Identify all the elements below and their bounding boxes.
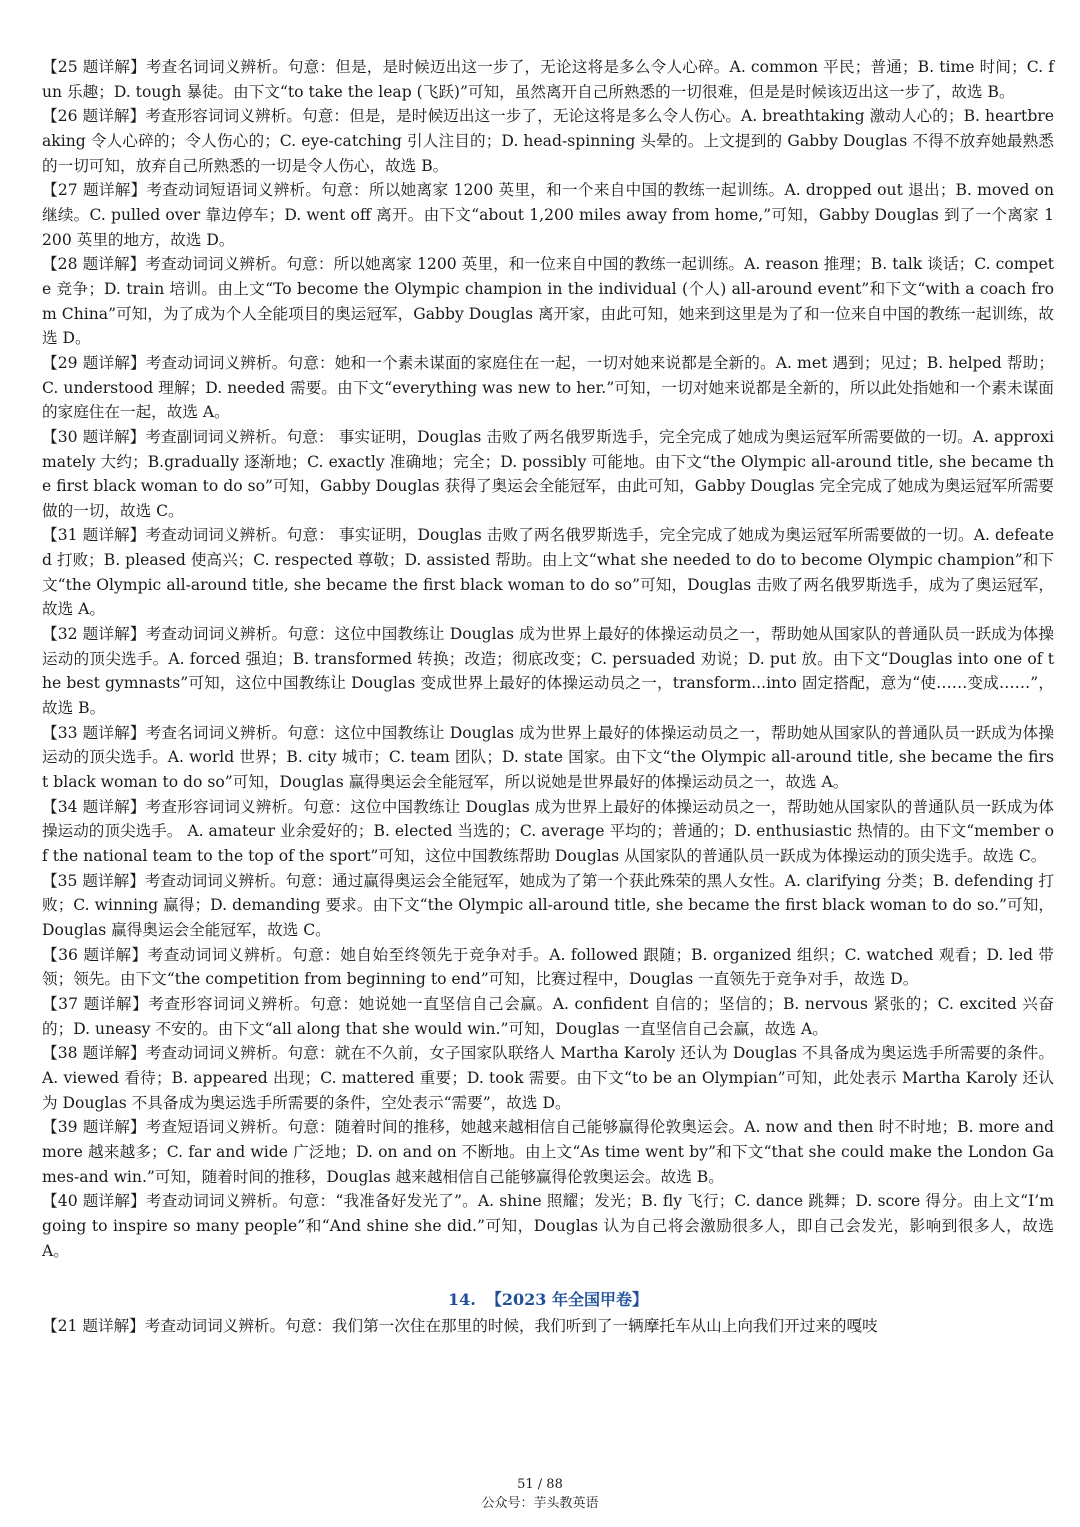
explanation-paragraph-40: 【40 题详解】考查动词词义辨析。句意：“我准备好发光了”。A. shine 照耀；发光；B. fly 飞行；C. dance 跳舞；D. score 得分。由上文“I’m going to inspire so many people”和“And shine she did.”可知，Douglas 认为自己将会激励很多人，即自己会发光，影响到很多人，故选 A。: [42, 1192, 1054, 1260]
explanation-paragraph-31: 【31 题详解】考查动词词义辨析。句意： 事实证明，Douglas 击败了两名俄罗斯选手，完全完成了她成为奥运冠军所需要做的一切。A. defeated 打败；B. pleased 使高兴；C. respected 尊敬；D. assisted 帮助。由上文“what she needed to do to become Olympic champion”和下文“the Olympic all-around title, she became the first black woman to do so”可知，Douglas 击败了两名俄罗斯选手，成为了奥运冠军，故选 A。: [42, 526, 1054, 619]
explanation-paragraph-28: 【28 题详解】考查动词词义辨析。句意：所以她离家 1200 英里，和一位来自中国的教练一起训练。A. reason 推理；B. talk 谈话；C. compete 竞争；D. train 培训。由上文“To become the Olympic champion in the individual (个人) all-around event”和下文“with a coach from China”可知，为了成为个人全能项目的奥运冠军，Gabby Douglas 离开家，由此可知，她来到这里是为了和一位来自中国的教练一起训练，故选 D。: [42, 255, 1054, 348]
explanation-paragraph-29: 【29 题详解】考查动词词义辨析。句意：她和一个素未谋面的家庭住在一起，一切对她来说都是全新的。A. met 遇到；见过；B. helped 帮助；C. understood 理解；D. needed 需要。由下文“everything was new to her.”可知，一切对她来说都是全新的，所以此处指她和一个素未谋面的家庭住在一起，故选 A。: [42, 353, 1054, 422]
page-number: 51 / 88: [517, 1477, 563, 1492]
explanation-paragraph-30: 【30 题详解】考查副词词义辨析。句意： 事实证明，Douglas 击败了两名俄罗斯选手，完全完成了她成为奥运冠军所需要做的一切。A. approximately 大约；B.gradually 逐渐地；C. exactly 准确地；完全；D. possibly 可能地。由下文“the Olympic all-around title, she became the first black woman to do so”可知，Gabby Douglas 获得了奥运会全能冠军，由此可知，Gabby Douglas 完全完成了她成为奥运冠军所需要做的一切，故选 C。: [42, 427, 1054, 520]
document-body: [42, 55, 1054, 1339]
explanation-paragraph-39: 【39 题详解】考查短语词义辨析。句意：随着时间的推移，她越来越相信自己能够赢得伦敦奥运会。A. now and then 时不时地；B. more and more 越来越多；C. far and wide 广泛地；D. on and on 不断地。由上文“As time went by”和下文“that she could make the London Games-and win.”可知，随着时间的推移，Douglas 越来越相信自己能够赢得伦敦奥运会。故选 B。: [42, 1118, 1054, 1186]
explanation-paragraph-33: 【33 题详解】考查名词词义辨析。句意：这位中国教练让 Douglas 成为世界上最好的体操运动员之一，帮助她从国家队的普通队员一跃成为体操运动的顶尖选手。A. world 世界；B. city 城市；C. team 团队；D. state 国家。由下文“the Olympic all-around title, she became the first black woman to do so”可知，Douglas 赢得奥运会全能冠军，所以说她是世界最好的体操运动员之一，故选 A。: [42, 723, 1054, 792]
explanation-paragraph-36: 【36 题详解】考查动词词义辨析。句意：她自始至终领先于竞争对手。A. followed 跟随；B. organized 组织；C. watched 观看；D. led 带领；领先。由下文“the competition from beginning to end”可知，比赛过程中，Douglas 一直领先于竞争对手，故选 D。: [42, 945, 1054, 989]
section-heading: [42, 1288, 1054, 1312]
explanation-paragraph-37: 【37 题详解】考查形容词词义辨析。句意：她说她一直坚信自己会赢。A. confident 自信的；坚信的；B. nervous 紧张的；C. excited 兴奋的；D. uneasy 不安的。由下文“all along that she would win.”可知，Douglas 一直坚信自己会赢，故选 A。: [42, 994, 1054, 1038]
footer-account: 公众号：芋头教英语: [481, 1496, 599, 1511]
explanation-paragraph-38: 【38 题详解】考查动词词义辨析。句意：就在不久前，女子国家队联络人 Martha Karoly 还认为 Douglas 不具备成为奥运选手所需要的条件。A. viewed 看待；B. appeared 出现；C. mattered 重要；D. took 需要。由下文“to be an Olympian”可知，此处表示 Martha Karoly 还认为 Douglas 不具备成为奥运选手所需要的条件，空处表示“需要”，故选 D。: [42, 1044, 1054, 1112]
explanation-paragraph-32: 【32 题详解】考查动词词义辨析。句意：这位中国教练让 Douglas 成为世界上最好的体操运动员之一，帮助她从国家队的普通队员一跃成为体操运动的顶尖选手。A. forced 强迫；B. transformed 转换；改造；彻底改变；C. persuaded 劝说；D. put 放。由下文“Douglas into one of the best gymnasts”可知，这位中国教练让 Douglas 变成世界上最好的体操运动员之一，transform...into 固定搭配，意为“使……变成……”，故选 B。: [42, 625, 1054, 718]
explanation-paragraph-35: 【35 题详解】考查动词词义辨析。句意：通过赢得奥运会全能冠军，她成为了第一个获此殊荣的黑人女性。A. clarifying 分类；B. defending 打败；C. winning 赢得；D. demanding 要求。由下文“the Olympic all-around title, she became the first black woman to do so.”可知，Douglas 赢得奥运会全能冠军，故选 C。: [42, 871, 1054, 939]
explanation-paragraph-26: 【26 题详解】考查形容词词义辨析。句意：但是，是时候迈出这一步了，无论这将是多么令人伤心。A. breathtaking 激动人心的；B. heartbreaking 令人心碎的；令人伤心的；C. eye-catching 引人注目的；D. head-spinning 头晕的。上文提到的 Gabby Douglas 不得不放弃她最熟悉的一切可知，放弃自己所熟悉的一切是令人伤心，故选 B。: [42, 107, 1054, 175]
section-number: 14.: [448, 1290, 476, 1310]
explanation-paragraph-25: 【25 题详解】考查名词词义辨析。句意：但是，是时候迈出这一步了，无论这将是多么令人心碎。A. common 平民；普通；B. time 时间；C. fun 乐趣；D. tough 暴徒。由下文“to take the leap (飞跃)”可知，虽然离开自己所熟悉的一切很难，但是是时候该迈出这一步了，故选 B。: [42, 58, 1054, 101]
explanation-paragraph-34: 【34 题详解】考查形容词词义辨析。句意：这位中国教练让 Douglas 成为世界上最好的体操运动员之一，帮助她从国家队的普通队员一跃成为体操运动的顶尖选手。 A. amateur 业余爱好的；B. elected 当选的；C. average 平均的；普通的；D. enthusiastic 热情的。由下文“member of the national team to the top of the sport”可知，这位中国教练帮助 Douglas 从国家队的普通队员一跃成为体操运动的顶尖选手。故选 C。: [42, 797, 1054, 865]
explanation-paragraph-27: 【27 题详解】考查动词短语词义辨析。句意：所以她离家 1200 英里，和一个来自中国的教练一起训练。A. dropped out 退出；B. moved on 继续。C. pulled over 靠边停车；D. went off 离开。由下文“about 1,200 miles away from home,”可知，Gabby Douglas 到了一个离家 1200 英里的地方，故选 D。: [42, 181, 1054, 249]
section-title: 【2023 年全国甲卷】: [485, 1290, 648, 1310]
explanation-paragraph-21: 【21 题详解】考查动词词义辨析。句意：我们第一次住在那里的时候，我们听到了一辆摩托车从山上向我们开过来的嘎吱: [42, 1317, 878, 1336]
